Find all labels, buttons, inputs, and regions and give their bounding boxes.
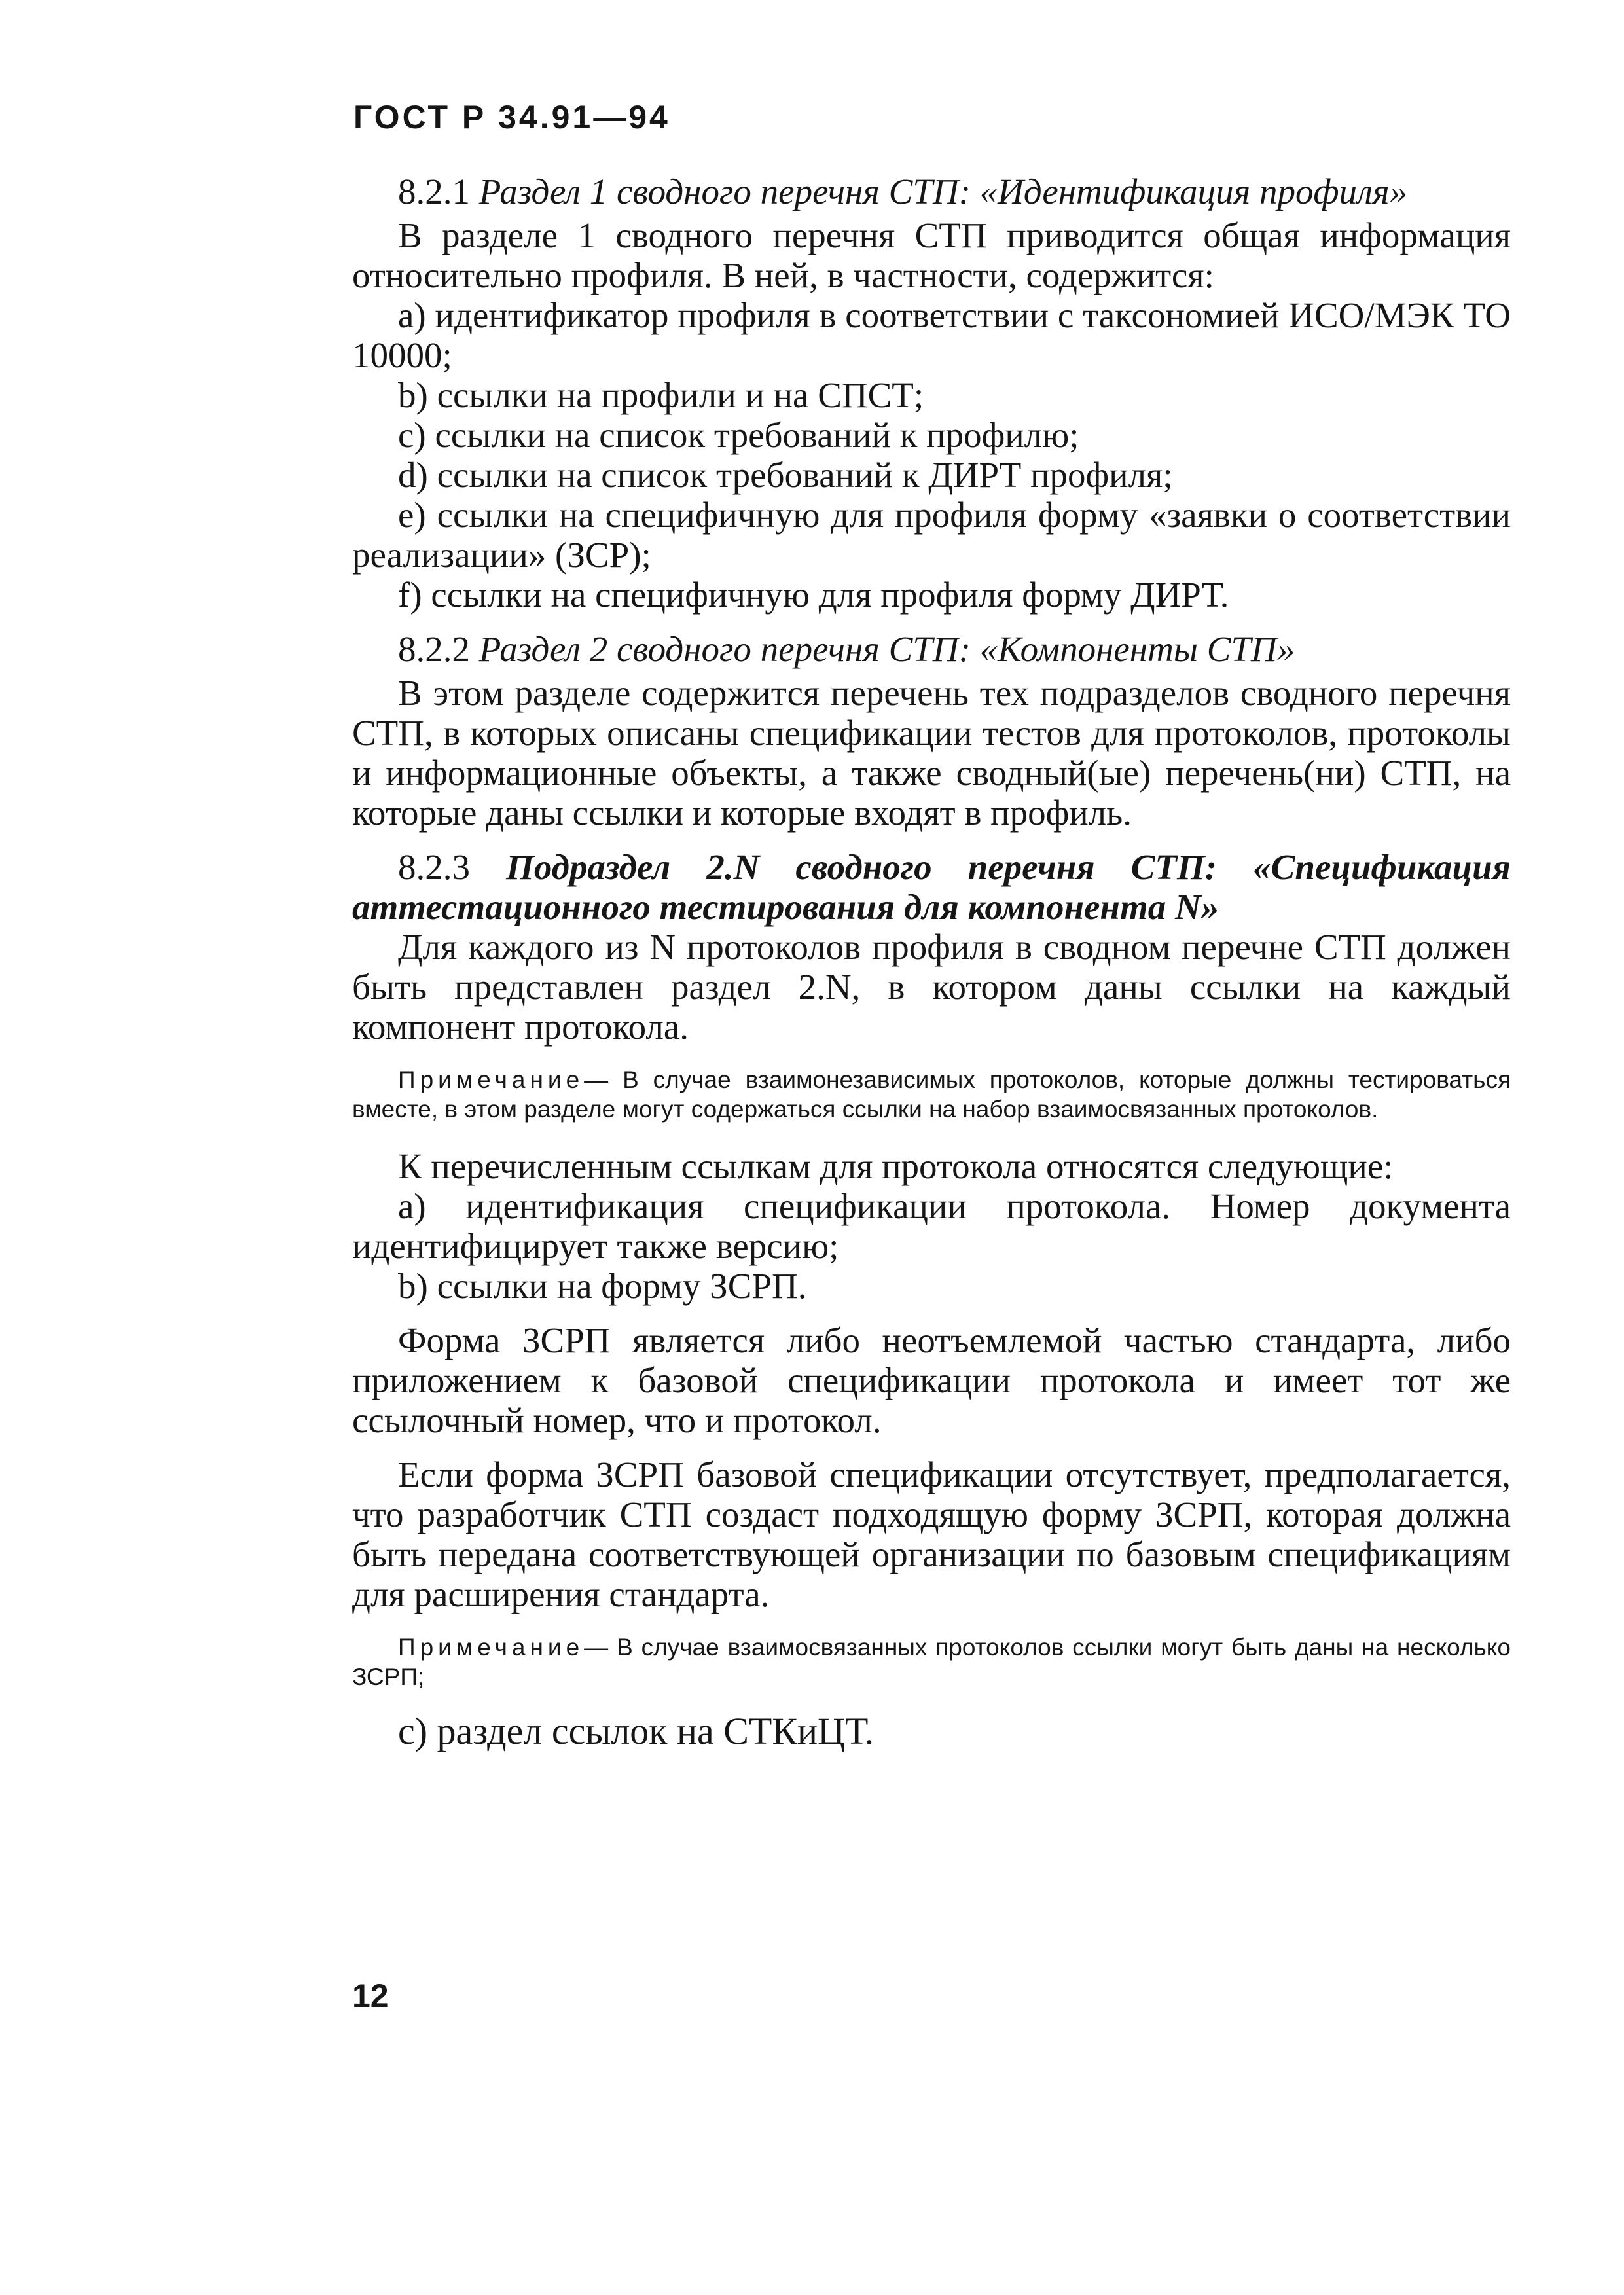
note-label: Примечание	[398, 1634, 585, 1661]
page-number: 12	[352, 1978, 389, 2014]
list-item: b) ссылки на профили и на СПСТ;	[398, 375, 924, 415]
list-item: d) ссылки на список требований к ДИРТ профиля;	[398, 455, 1173, 495]
list-item: b) ссылки на форму ЗСРП.	[398, 1266, 807, 1306]
section-paragraph: Для каждого из N протоколов профиля в сводном перечне СТП должен быть представлен раздел 2.N, в котором даны ссылки на каждый компонент протокола.	[352, 927, 1511, 1047]
note-text: — В случае взаимонезависимых протоколов, которые должны тестироваться вместе, в этом разделе могут содержаться ссылки на набор взаимосвязанных протоколов.	[352, 1066, 1511, 1123]
list-item: c) раздел ссылок на СТКиЦТ.	[398, 1710, 875, 1752]
note-text: — В случае взаимосвязанных протоколов ссылки могут быть даны на несколько ЗСРП;	[352, 1634, 1511, 1690]
list-item: c) ссылки на список требований к профилю;	[398, 415, 1079, 455]
section-heading-8-2-1	[352, 172, 1511, 211]
document-body	[352, 172, 1511, 1751]
list-item: a) идентификатор профиля в соответствии с таксономией ИСО/МЭК ТО 10000;	[352, 295, 1511, 375]
section-number: 8.2.2	[398, 629, 470, 669]
note-label: Примечание	[398, 1066, 585, 1093]
section-number: 8.2.3	[398, 847, 470, 887]
list-item: e) ссылки на специфичную для профиля форму «заявки о соответствии реализации» (ЗСР);	[352, 495, 1511, 575]
section-heading-8-2-3	[352, 847, 1511, 927]
document-header: ГОСТ Р 34.91—94	[353, 99, 670, 136]
section-paragraph: Форма ЗСРП является либо неотъемлемой частью стандарта, либо приложением к базовой спецификации протокола и имеет тот же ссылочный номер, что и протокол.	[352, 1320, 1511, 1440]
section-title: Подраздел 2.N сводного перечня СТП: «Спецификация аттестационного тестирования для компонента N»	[352, 847, 1511, 927]
section-intro: В разделе 1 сводного перечня СТП приводится общая информация относительно профиля. В ней, в частности, содержится:	[352, 215, 1511, 295]
section-title: Раздел 2 сводного перечня СТП: «Компоненты СТП»	[478, 629, 1295, 669]
section-heading-8-2-2	[352, 629, 1511, 669]
note	[352, 1633, 1511, 1691]
list-item: f) ссылки на специфичную для профиля форму ДИРТ.	[398, 575, 1229, 615]
section-number: 8.2.1	[398, 172, 470, 211]
refs-intro: К перечисленным ссылкам для протокола относятся следующие:	[398, 1146, 1394, 1186]
section-paragraph: В этом разделе содержится перечень тех подразделов сводного перечня СТП, в которых описаны спецификации тестов для протоколов, протоколы и информационные объекты, а также сводный(ые) перечень(ни) СТП, на которые даны ссылки и которые входят в профиль.	[352, 673, 1511, 833]
section-title: Раздел 1 сводного перечня СТП: «Идентификация профиля»	[478, 172, 1408, 211]
note	[352, 1065, 1511, 1124]
list-item: a) идентификация спецификации протокола. Номер документа идентифицирует также версию;	[352, 1186, 1511, 1266]
section-paragraph: Если форма ЗСРП базовой спецификации отсутствует, предполагается, что разработчик СТП создаст подходящую форму ЗСРП, которая должна быть передана соответствующей организации по базовым спецификациям для расширения стандарта.	[352, 1455, 1511, 1614]
